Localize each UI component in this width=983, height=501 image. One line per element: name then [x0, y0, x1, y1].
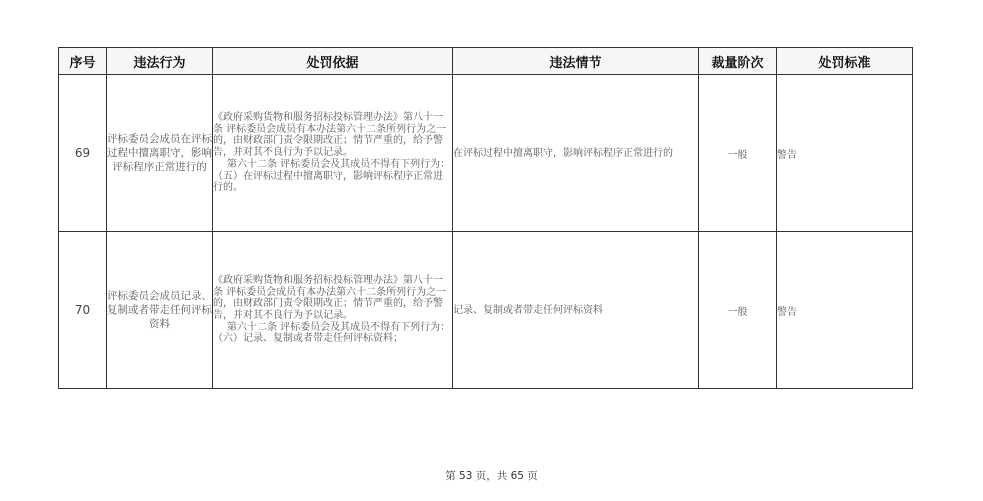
- basis-paragraph: 《政府采购货物和服务招标投标管理办法》第八十一条 评标委员会成员有本办法第六十二条所列行为之一的，由财政部门责令限期改正；情节严重的，给予警告，并对其不良行为予以记录。: [213, 274, 447, 321]
- row-standard: 警告: [777, 75, 913, 232]
- row-basis: [213, 232, 453, 389]
- header-level: 裁量阶次: [699, 48, 777, 75]
- basis-paragraph: 《政府采购货物和服务招标投标管理办法》第八十一条 评标委员会成员有本办法第六十二条所列行为之一的，由财政部门责令限期改正；情节严重的，给予警告，并对其不良行为予以记录。: [213, 112, 447, 159]
- row-basis: [213, 75, 453, 232]
- row-circumstance: 记录、复制或者带走任何评标资料: [453, 232, 699, 389]
- row-behavior: 评标委员会成员在评标过程中擅离职守，影响评标程序正常进行的: [107, 75, 213, 232]
- header-standard: 处罚标准: [777, 48, 913, 75]
- table-header-row: [59, 48, 913, 75]
- basis-paragraph: 第六十二条 评标委员会及其成员不得有下列行为：（五）在评标过程中擅离职守，影响评标程序正常进行的。: [213, 158, 451, 194]
- table-row: [59, 232, 913, 389]
- penalty-table: [58, 47, 913, 389]
- row-standard: 警告: [777, 232, 913, 389]
- row-circumstance: 在评标过程中擅离职守，影响评标程序正常进行的: [453, 75, 699, 232]
- row-level: 一般: [699, 75, 777, 232]
- row-seq: 69: [59, 75, 107, 232]
- header-seq: 序号: [59, 48, 107, 75]
- row-behavior: 评标委员会成员记录、复制或者带走任何评标资料: [107, 232, 213, 389]
- basis-paragraph: 第六十二条 评标委员会及其成员不得有下列行为：（六）记录、复制或者带走任何评标资料；: [213, 321, 451, 345]
- header-behavior: 违法行为: [107, 48, 213, 75]
- header-circumstance: 违法情节: [453, 48, 699, 75]
- page-footer: 第 53 页，共 65 页: [445, 470, 538, 482]
- table-row: [59, 75, 913, 232]
- row-seq: 70: [59, 232, 107, 389]
- row-level: 一般: [699, 232, 777, 389]
- header-basis: 处罚依据: [213, 48, 453, 75]
